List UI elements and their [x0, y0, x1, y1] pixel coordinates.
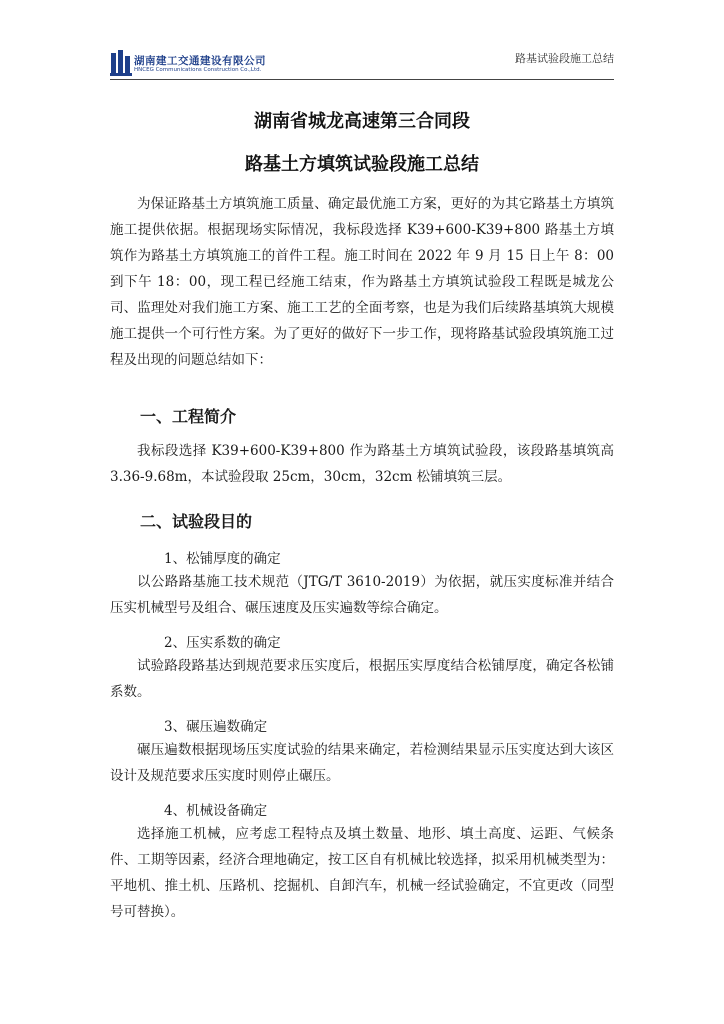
- item4-title: 4、机械设备确定: [164, 803, 268, 819]
- page-header: [0, 0, 724, 90]
- item1-paragraph: 以公路路基施工技术规范（JTG/T 3610-2019）为依据，就压实度标准并结合压实机械型号及组合、碾压速度及压实遍数等综合确定。: [110, 574, 614, 616]
- document-title-line1: 湖南省城龙高速第三合同段: [254, 111, 470, 132]
- section1-heading: 一、工程简介: [140, 407, 237, 426]
- item1-title: 1、松铺厚度的确定: [164, 551, 281, 567]
- intro-paragraph: 为保证路基土方填筑施工质量、确定最优施工方案，更好的为其它路基土方填筑施工提供依据。根据现场实际情况，我标段选择 K39+600-K39+800 路基土方填筑作为路基土方填筑施工的首件工程。施工时间在 2022 年 9 月 15 日上午 8：00 到下午 18：00，现工程已经施工结束，作为路基土方填筑试验段工程既是城龙公司、监理处对我们施工方案、施工工艺的全面考察，也是为我们后续路基填筑大规模施工提供一个可行性方案。为了更好的做好下一步工作，现将路基试验段填筑施工过程及出现的问题总结如下：: [110, 196, 614, 368]
- document-label: 路基试验段施工总结: [515, 52, 614, 65]
- company-name-cn: 湖南建工交通建设有限公司: [134, 55, 266, 67]
- section2-heading: 二、试验段目的: [140, 512, 253, 531]
- item3-title: 3、碾压遍数确定: [164, 719, 268, 735]
- item3-paragraph: 碾压遍数根据现场压实度试验的结果来确定，若检测结果显示压实度达到大该区设计及规范要求压实度时则停止碾压。: [110, 742, 614, 784]
- item2-paragraph: 试验路段路基达到规范要求压实度后，根据压实厚度结合松铺厚度，确定各松铺系数。: [110, 658, 614, 700]
- document-title-line2: 路基土方填筑试验段施工总结: [245, 154, 479, 175]
- header-divider: [110, 79, 614, 80]
- item4-paragraph: 选择施工机械，应考虑工程特点及填土数量、地形、填土高度、运距、气候条件、工期等因素，经济合理地确定，按工区自有机械比较选择，拟采用机械类型为：平地机、推土机、压路机、挖掘机、自卸汽车，机械一经试验确定，不宜更改（同型号可替换）。: [110, 826, 614, 920]
- company-name-en: HNCEG Communications Construction Co.,Ltd.: [134, 67, 262, 73]
- section1-paragraph: 我标段选择 K39+600-K39+800 作为路基土方填筑试验段，该段路基填筑高 3.36-9.68m，本试验段取 25cm，30cm，32cm 松铺填筑三层。: [110, 443, 614, 485]
- item2-title: 2、压实系数的确定: [164, 635, 281, 651]
- company-logo-icon: [110, 50, 132, 76]
